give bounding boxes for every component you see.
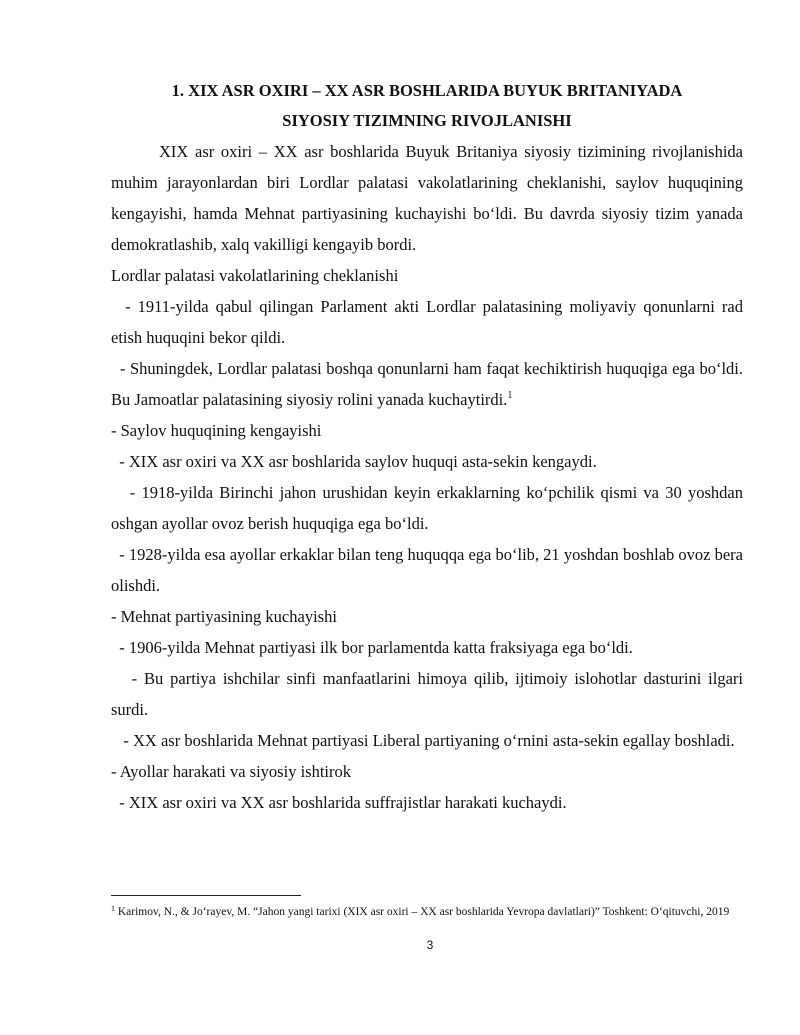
document-page xyxy=(111,76,748,818)
title-line-1: 1. XIX ASR OXIRI – XX ASR BOSHLARIDA BUYUK BRITANIYADA xyxy=(171,81,683,100)
document-title xyxy=(111,76,743,136)
section-heading-suffrage: - Saylov huquqining kengayishi xyxy=(111,421,322,440)
list-item-lords-2-text: - Shuningdek, Lordlar palatasi boshqa qonunlarni ham faqat kechiktirish huquqiga ega bo‘ldi. Bu Jamoatlar palatasining siyosiy rolini yanada kuchaytirdi. xyxy=(111,359,748,409)
list-item-women-1: - XIX asr oxiri va XX asr boshlarida suffrajistlar harakati kuchaydi. xyxy=(111,793,567,812)
section-heading-labour: - Mehnat partiyasining kuchayishi xyxy=(111,607,337,626)
list-item-lords-1: - 1911-yilda qabul qilingan Parlament akti Lordlar palatasining moliyaviy qonunlarni rad etish huquqini bekor qildi. xyxy=(111,297,748,347)
list-item-suffrage-3: - 1928-yilda esa ayollar erkaklar bilan teng huquqqa ega bo‘lib, 21 yoshdan boshlab ovoz bera olishdi. xyxy=(111,545,748,595)
list-item-labour-3: - XX asr boshlarida Mehnat partiyasi Liberal partiyaning o‘rnini asta-sekin egallay boshladi. xyxy=(111,731,735,750)
list-item-labour-1: - 1906-yilda Mehnat partiyasi ilk bor parlamentda katta fraksiyaga ega bo‘ldi. xyxy=(111,638,633,657)
list-item-suffrage-1: - XIX asr oxiri va XX asr boshlarida saylov huquqi asta-sekin kengaydi. xyxy=(111,452,597,471)
list-item-suffrage-2: - 1918-yilda Birinchi jahon urushidan keyin erkaklarning ko‘pchilik qismi va 30 yoshdan oshgan ayollar ovoz berish huquqiga ega bo‘ldi. xyxy=(111,483,748,533)
list-item-lords-2 xyxy=(111,353,748,415)
footnote-divider xyxy=(111,895,301,896)
title-line-2: SIYOSIY TIZIMNING RIVOJLANISHI xyxy=(282,111,572,130)
section-heading-lords: Lordlar palatasi vakolatlarining cheklanishi xyxy=(111,266,399,285)
section-heading-women: - Ayollar harakati va siyosiy ishtirok xyxy=(111,762,351,781)
footnote-text: Karimov, N., & Jo‘rayev, M. “Jahon yangi tarixi (XIX asr oxiri – XX asr boshlarida Yevropa davlatlari)” Toshkent: O‘qituvchi, 2019 xyxy=(115,906,730,918)
footnote xyxy=(111,903,743,921)
footnote-reference[interactable]: 1 xyxy=(507,390,513,401)
page-number: 3 xyxy=(426,938,434,952)
intro-paragraph: XIX asr oxiri – XX asr boshlarida Buyuk Britaniya siyosiy tizimining rivojlanishida muhim jarayonlardan biri Lordlar palatasi vakolatlarining cheklanishi, saylov huquqining kengayishi, hamda Mehnat partiyasining kuchayishi bo‘ldi. Bu davrda siyosiy tizim yanada demokratlashib, xalq vakilligi kengayib bordi. xyxy=(111,142,743,254)
footnote-marker: 1 xyxy=(111,904,115,913)
list-item-labour-2: - Bu partiya ishchilar sinfi manfaatlarini himoya qilib, ijtimoiy islohotlar dasturini ilgari surdi. xyxy=(111,669,748,719)
document-body xyxy=(111,136,748,818)
